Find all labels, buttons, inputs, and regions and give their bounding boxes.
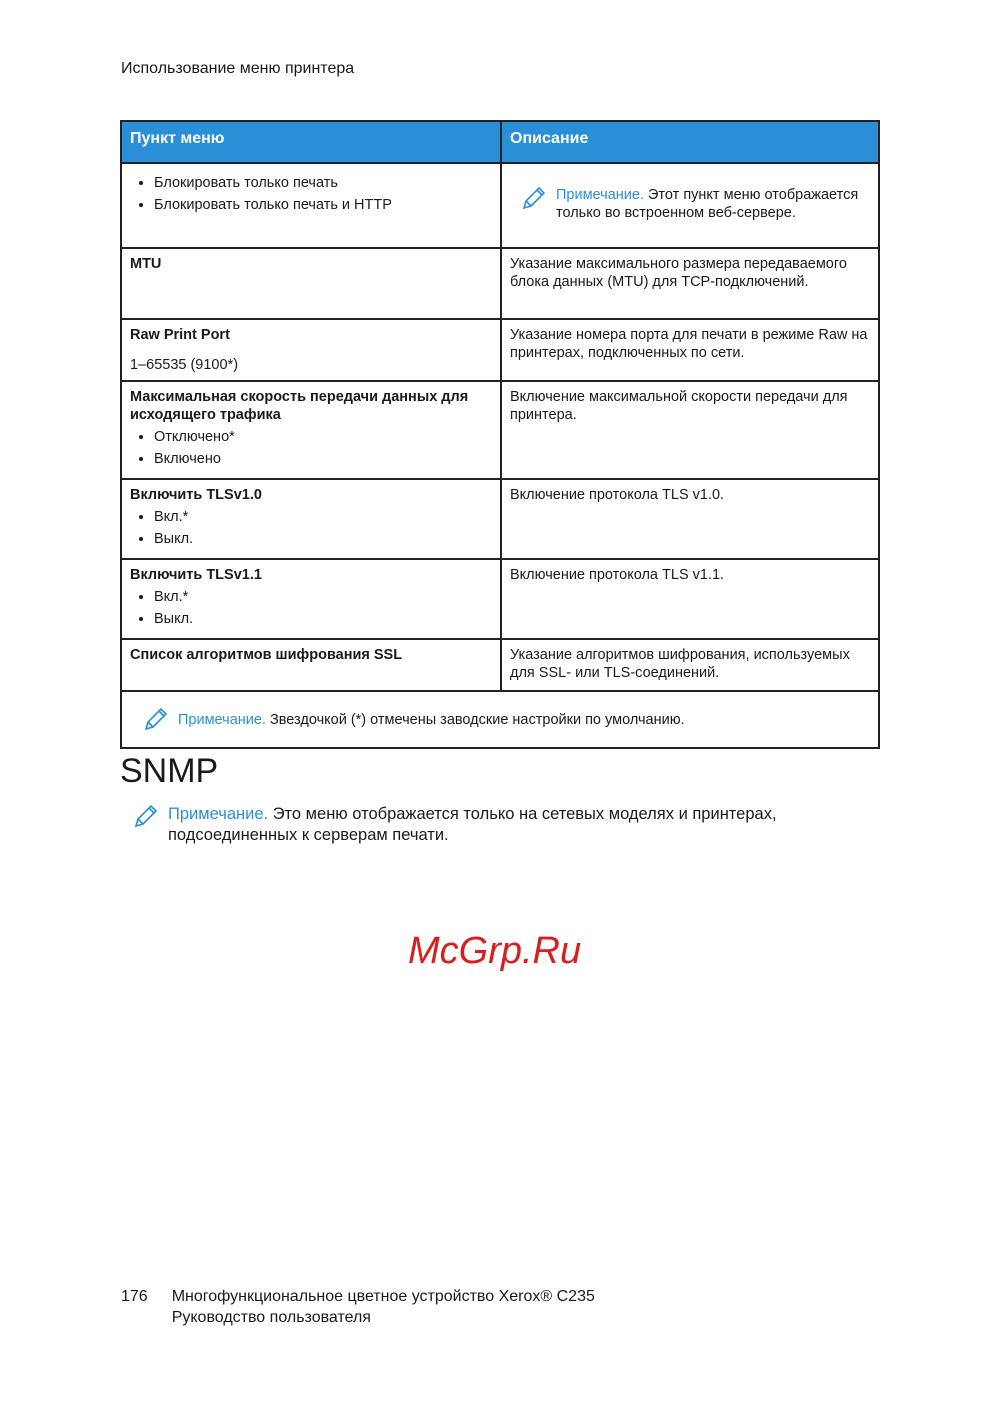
description-text: Этот пункт меню отображается только во встроенном веб-сервере. — [556, 187, 859, 221]
table-row — [121, 479, 879, 559]
menu-item-title: Raw Print Port — [130, 327, 230, 343]
note-text: Это меню отображается только на сетевых моделях и принтерах, подсоединенных к серверам печати. — [168, 805, 777, 844]
menu-item-range: 1–65535 (9100*) — [130, 357, 239, 373]
table-row — [121, 248, 879, 319]
pencil-icon — [132, 804, 158, 830]
note-label: Примечание. — [556, 187, 644, 203]
menu-item-cell — [121, 319, 501, 381]
menu-table — [120, 120, 880, 749]
bullet-item: • Выкл. — [154, 530, 492, 548]
watermark: McGrp.Ru — [408, 930, 582, 972]
description-cell — [501, 163, 879, 248]
pencil-icon — [520, 186, 546, 212]
column-header-menu-item: Пункт меню — [121, 121, 501, 163]
running-header: Использование меню принтера — [121, 60, 355, 77]
menu-item-cell — [121, 639, 501, 691]
menu-item-cell — [121, 248, 501, 319]
footer-guide: Руководство пользователя — [171, 1309, 371, 1326]
bullet-item: • Блокировать только печать и HTTP — [154, 196, 492, 214]
menu-item-cell — [121, 381, 501, 479]
page-number: 176 — [121, 1288, 148, 1305]
description-text: Включение протокола TLS v1.0. — [501, 479, 879, 559]
table-footnote-row — [121, 691, 879, 748]
table-row — [121, 381, 879, 479]
description-text: Указание максимального размера передаваемого блока данных (MTU) для TCP-подключений. — [501, 248, 879, 319]
menu-item-title: Включить TLSv1.0 — [130, 487, 262, 503]
description-text: Указание алгоритмов шифрования, используемых для SSL- или TLS-соединений. — [501, 639, 879, 691]
note-label: Примечание. — [168, 805, 269, 823]
menu-item-title: MTU — [130, 256, 162, 272]
bullet-item: • Вкл.* — [154, 588, 492, 606]
table-row — [121, 163, 879, 248]
bullet-item: • Вкл.* — [154, 508, 492, 526]
footnote-text: Звездочкой (*) отмечены заводские настройки по умолчанию. — [270, 711, 685, 728]
bullet-item: • Включено — [154, 450, 492, 468]
menu-item-cell — [121, 479, 501, 559]
menu-item-cell — [121, 559, 501, 639]
section-note — [132, 804, 852, 846]
table-row — [121, 559, 879, 639]
menu-item-title: Список алгоритмов шифрования SSL — [130, 647, 403, 663]
description-text: Указание номера порта для печати в режиме Raw на принтерах, подключенных по сети. — [501, 319, 879, 381]
description-text: Включение протокола TLS v1.1. — [501, 559, 879, 639]
column-header-description: Описание — [501, 121, 879, 163]
table-row — [121, 639, 879, 691]
pencil-icon — [142, 707, 168, 733]
menu-item-title: Максимальная скорость передачи данных для исходящего трафика — [130, 389, 469, 423]
section-title: SNMP — [120, 752, 219, 790]
footer-product: Многофункциональное цветное устройство Xerox® C235 — [171, 1288, 595, 1305]
menu-item-cell — [121, 163, 501, 248]
description-text: Включение максимальной скорости передачи для принтера. — [501, 381, 879, 479]
bullet-item: • Отключено* — [154, 428, 492, 446]
note-label: Примечание. — [178, 711, 266, 728]
bullet-item: • Выкл. — [154, 610, 492, 628]
bullet-item: • Блокировать только печать — [154, 174, 492, 192]
page-footer — [121, 1286, 595, 1328]
menu-item-title: Включить TLSv1.1 — [130, 567, 262, 583]
footnote-cell — [121, 691, 879, 748]
table-row — [121, 319, 879, 381]
table-header-row — [121, 121, 879, 163]
